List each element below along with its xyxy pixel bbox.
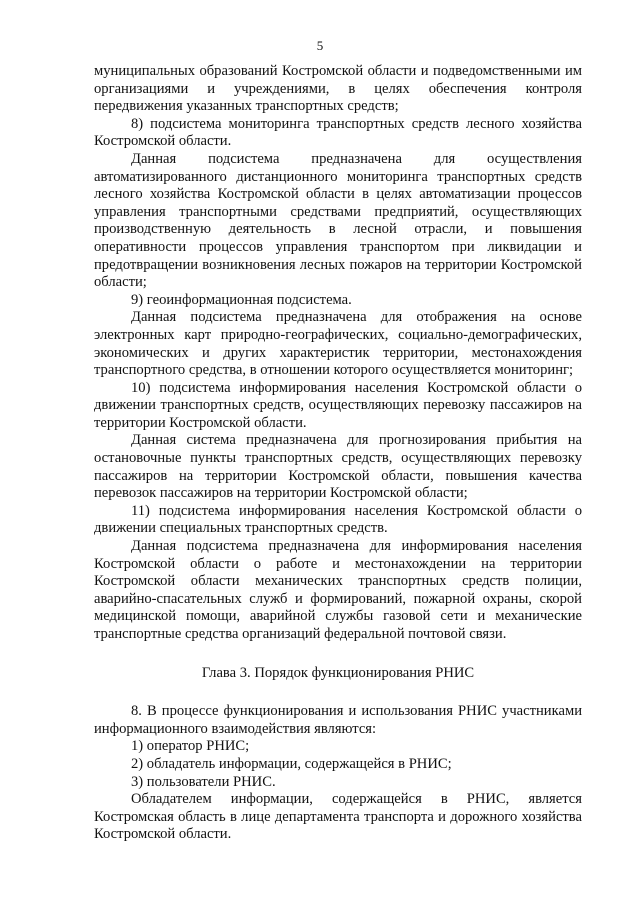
paragraph-information-holder-definition: Обладателем информации, содержащейся в РНИС, является Костромская область в лице департамента транспорта и дорожного хозяйства Костромской области. bbox=[94, 791, 582, 843]
page-number: 5 bbox=[316, 38, 324, 53]
paragraph-clause-8: 8. В процессе функционирования и использования РНИС участниками информационного взаимодействия являются: bbox=[94, 703, 582, 737]
chapter-title: Глава 3. Порядок функционирования РНИС bbox=[201, 664, 475, 681]
document-body bbox=[94, 63, 582, 844]
paragraph-forestry-description: Данная подсистема предназначена для осуществления автоматизированного дистанционного мониторинга транспортных средств лесного хозяйства Костромской области в целях автоматизации процессов управления транспортными средствами предприятий, осуществляющих производственную деятельность в лесной отрасли, и повышения оперативности процессов управления транспортом при ликвидации и предотвращении возникновения лесных пожаров на территории Костромской области; bbox=[94, 150, 582, 291]
list-item-operator: 1) оператор РНИС; bbox=[131, 738, 250, 755]
list-item-11-special-vehicles: 11) подсистема информирования населения Костромской области о движении специальных транспортных средств. bbox=[94, 502, 582, 537]
list-item-8-forestry-monitoring: 8) подсистема мониторинга транспортных средств лесного хозяйства Костромской области. bbox=[94, 115, 582, 150]
list-item-information-holder: 2) обладатель информации, содержащейся в РНИС; bbox=[131, 755, 452, 772]
list-item-9-geoinformation: 9) геоинформационная подсистема. bbox=[131, 291, 352, 308]
paragraph-geoinformation-description: Данная подсистема предназначена для отображения на основе электронных карт природно-географических, социально-демографических, экономических и других характеристик территории, местонахождения транспортного средства, в отношении которого осуществляется мониторинг; bbox=[94, 309, 582, 379]
paragraph-continuation: муниципальных образований Костромской области и подведомственными им организациями и учреждениями, в целях обеспечения контроля передвижения указанных транспортных средств; bbox=[94, 63, 582, 115]
list-item-10-passenger-info: 10) подсистема информирования населения Костромской области о движении транспортных средств, осуществляющих перевозку пассажиров на территории Костромской области. bbox=[94, 379, 582, 431]
list-item-users: 3) пользователи РНИС. bbox=[131, 773, 276, 790]
paragraph-special-vehicles-description: Данная подсистема предназначена для информирования населения Костромской области о работе и местонахождении на территории Костромской области механических транспортных средств полиции, аварийно-спасательных служб и формирований, пожарной охраны, скорой медицинской помощи, аварийной службы газовой сети и механические транспортные средства организаций федеральной почтовой связи. bbox=[94, 538, 582, 642]
paragraph-passenger-info-description: Данная система предназначена для прогнозирования прибытия на остановочные пункты транспортных средств, осуществляющих перевозку пассажиров на территории Костромской области, повышения качества перевозок пассажиров на территории Костромской области; bbox=[94, 432, 582, 502]
